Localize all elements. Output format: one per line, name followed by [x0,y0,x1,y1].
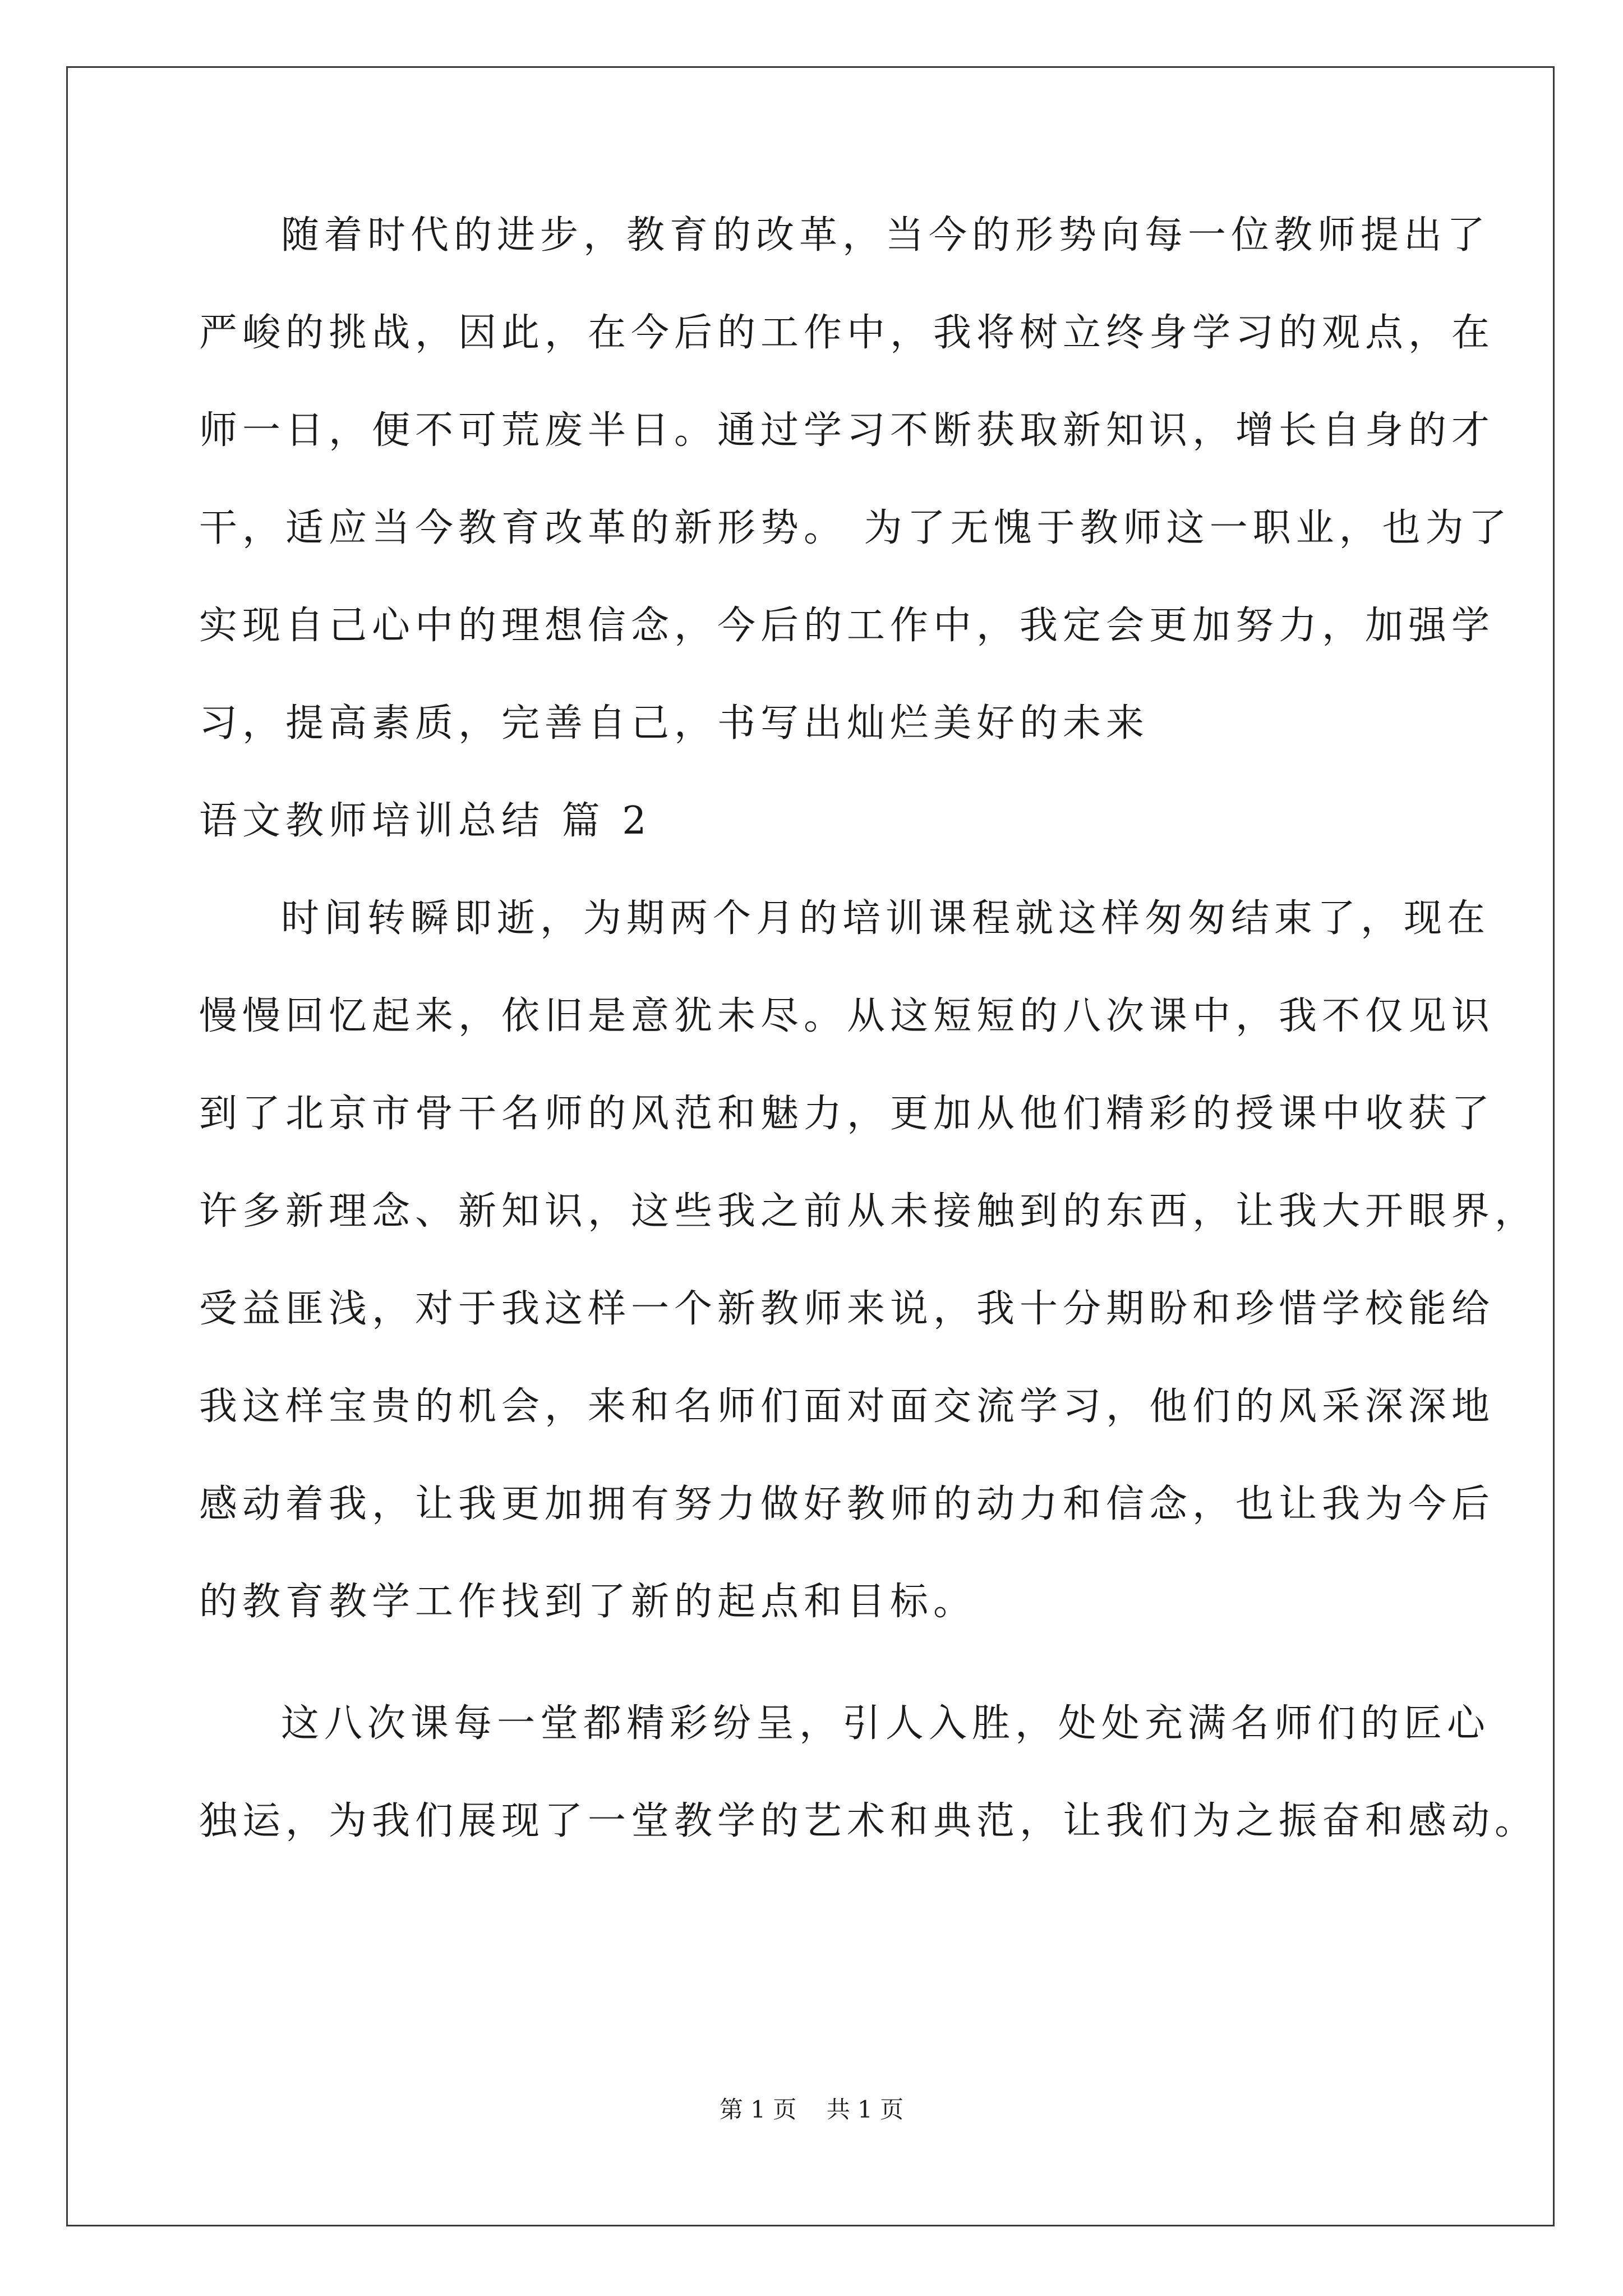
paragraph-1-line-1: 随着时代的进步，教育的改革，当今的形势向每一位教师提出了 [281,213,1491,257]
paragraph-3-line-2: 独运，为我们展现了一堂教学的艺术和典范，让我们为之振奋和感动。 [199,1799,1538,1843]
paragraph-2-line-8: 的教育教学工作找到了新的起点和目标。 [199,1580,977,1624]
paragraph-1-line-6: 习，提高素质，完善自己，书写出灿烂美好的未来 [199,701,1150,746]
paragraph-1-line-5: 实现自己心中的理想信念，今后的工作中，我定会更加努力，加强学 [199,604,1495,648]
paragraph-1-line-3: 师一日，便不可荒废半日。通过学习不断获取新知识，增长自身的才 [199,408,1495,453]
paragraph-2-line-5: 受益匪浅，对于我这样一个新教师来说，我十分期盼和珍惜学校能给 [199,1287,1495,1331]
paragraph-1-line-2: 严峻的挑战，因此，在今后的工作中，我将树立终身学习的观点，在 [199,311,1495,355]
paragraph-2-line-6: 我这样宝贵的机会，来和名师们面对面交流学习，他们的风采深深地 [199,1384,1495,1429]
page-number-footer: 第 1 页 共 1 页 [719,2096,904,2123]
paragraph-3-line-1: 这八次课每一堂都精彩纷呈，引人入胜，处处充满名师们的匠心 [281,1701,1491,1746]
paragraph-1-line-4: 干，适应当今教育改革的新形势。 为了无愧于教师这一职业，也为了 [199,506,1512,550]
page-border [66,66,1555,2226]
paragraph-2-line-7: 感动着我，让我更加拥有努力做好教师的动力和信念，也让我为今后 [199,1482,1495,1526]
paragraph-2-line-1: 时间转瞬即逝，为期两个月的培训课程就这样匆匆结束了，现在 [281,896,1491,941]
paragraph-2-line-3: 到了北京市骨干名师的风范和魅力，更加从他们精彩的授课中收获了 [199,1092,1495,1136]
paragraph-2-line-2: 慢慢回忆起来，依旧是意犹未尽。从这短短的八次课中，我不仅见识 [199,994,1495,1038]
paragraph-2-line-4: 许多新理念、新知识，这些我之前从未接触到的东西，让我大开眼界， [199,1189,1538,1234]
section-heading: 语文教师培训总结 篇 2 [199,799,652,843]
